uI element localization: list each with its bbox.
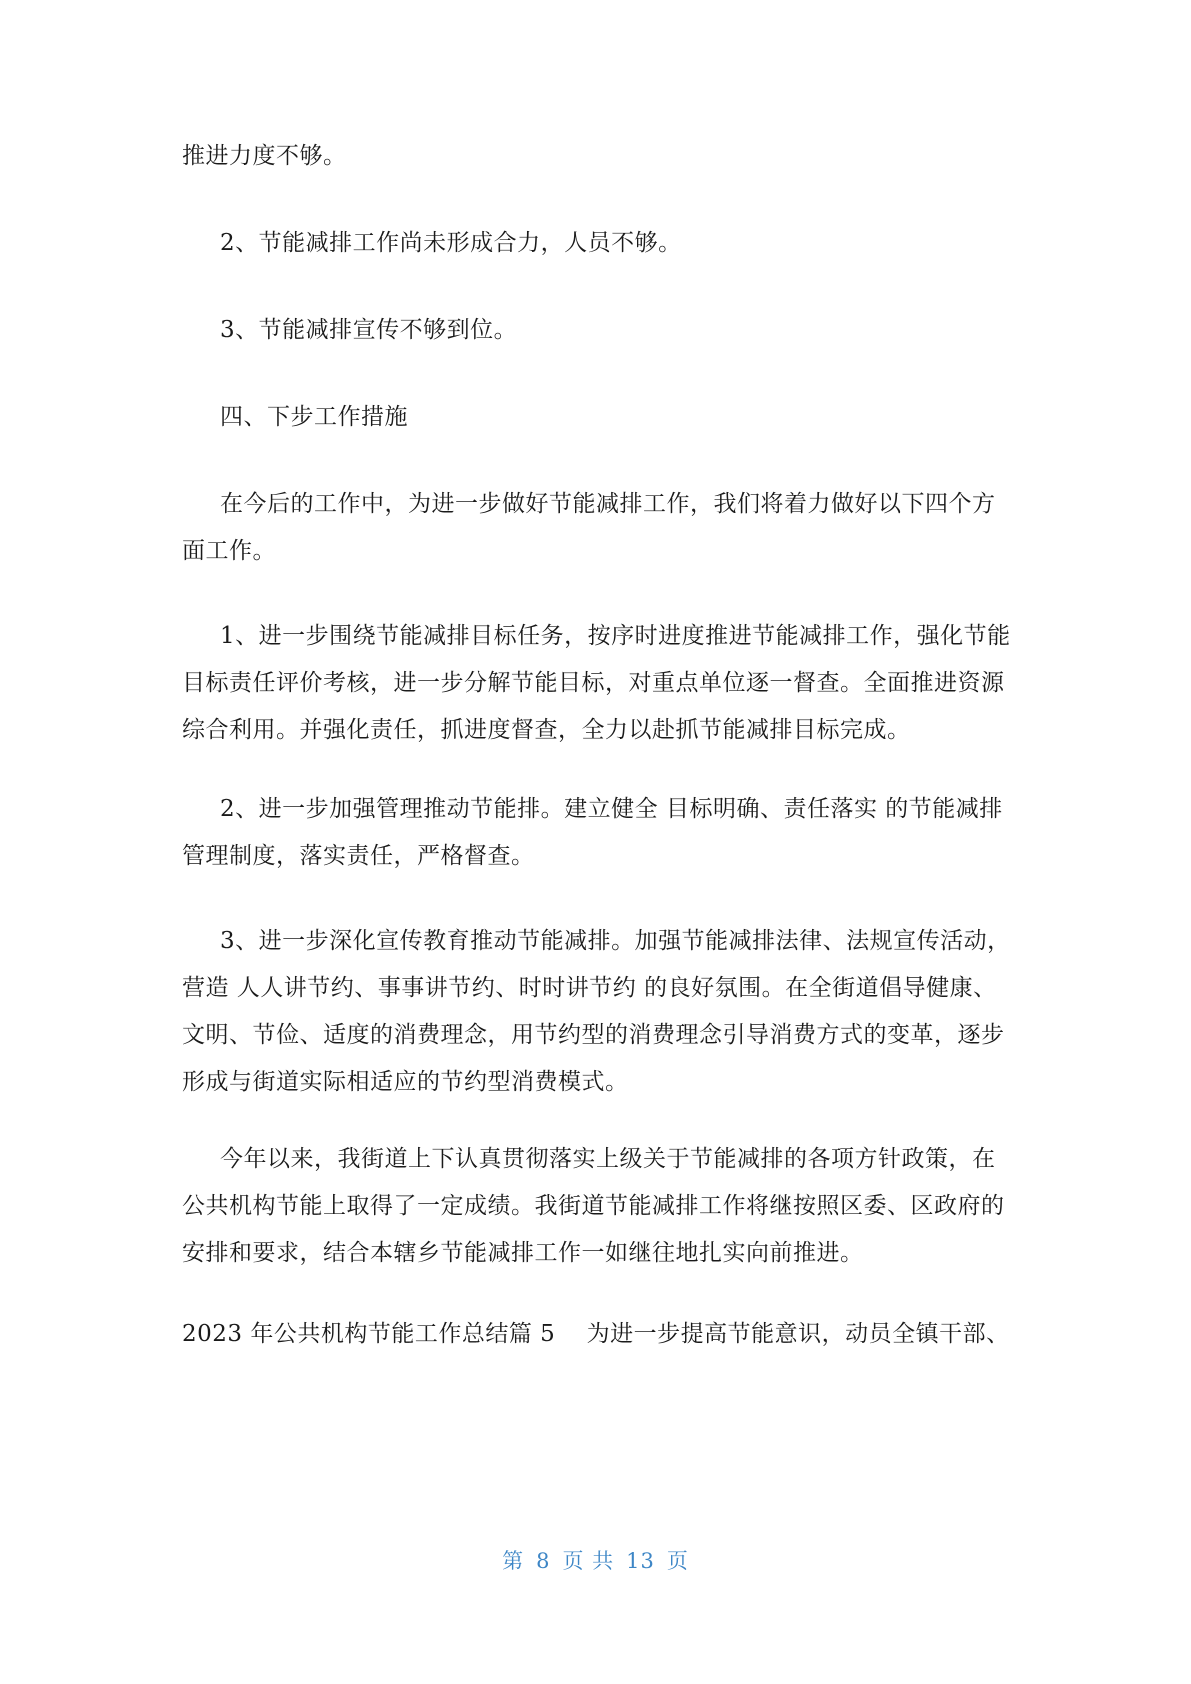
footer-page-number: 8: [536, 1549, 551, 1573]
paragraph-continuation: 推进力度不够。: [182, 143, 347, 169]
paragraph-measure-2: 2、进一步加强管理推动节能排。建立健全 目标明确、责任落实 的节能减排管理制度，落实责任，严格督查。: [182, 796, 1003, 869]
paragraph-measure-1: 1、进一步围绕节能减排目标任务，按序时进度推进节能减排工作，强化节能目标责任评价考核，进一步分解节能目标，对重点单位逐一督查。全面推进资源综合利用。并强化责任，抓进度督查，全力以赴抓节能减排目标完成。: [182, 623, 1011, 743]
footer-prefix: 第: [502, 1549, 525, 1573]
paragraph-measure-3: 3、进一步深化宣传教育推动节能减排。加强节能减排法律、法规宣传活动，营造 人人讲节约、事事讲节约、时时讲节约 的良好氛围。在全街道倡导健康、文明、节俭、适度的消费理念，用节约型的消费理念引导消费方式的变革，逐步形成与街道实际相适应的节约型消费模式。: [182, 928, 1011, 1095]
footer-suffix: 页: [666, 1549, 689, 1573]
paragraph-issue-3: 3、节能减排宣传不够到位。: [220, 317, 518, 343]
paragraph-next-article: 2023 年公共机构节能工作总结篇 5 为进一步提高节能意识，动员全镇干部、: [182, 1321, 1010, 1347]
section-heading: 四、下步工作措施: [220, 404, 408, 430]
paragraph-conclusion: 今年以来，我街道上下认真贯彻落实上级关于节能减排的各项方针政策，在公共机构节能上取得了一定成绩。我街道节能减排工作将继按照区委、区政府的安排和要求，结合本辖乡节能减排工作一如继往地扎实向前推进。: [182, 1146, 1005, 1266]
footer-total-pages: 13: [626, 1549, 655, 1573]
paragraph-intro: 在今后的工作中，为进一步做好节能减排工作，我们将着力做好以下四个方面工作。: [182, 491, 996, 564]
page-footer: [0, 1545, 1191, 1575]
footer-middle: 页 共: [562, 1549, 615, 1573]
paragraph-issue-2: 2、节能减排工作尚未形成合力，人员不够。: [220, 230, 682, 256]
